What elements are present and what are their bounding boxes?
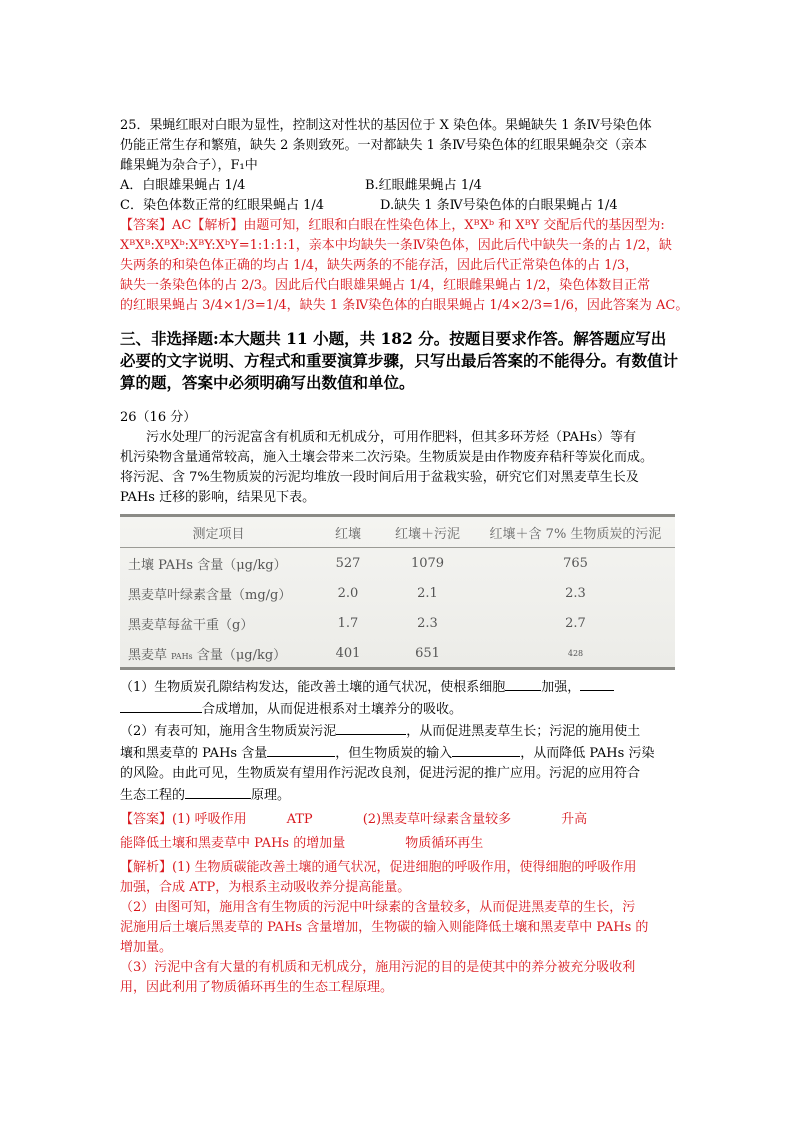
q26-explanation-line7: 用，因此利用了物质循环再生的生态工程原理。 (120, 980, 394, 995)
answer-blank (505, 676, 541, 691)
q25-answer-line4: 缺失一条染色体的占 2/3。因此后代白眼雄果蝇占 1/4，红眼雌果蝇占 1/2，染色体数目正常 (120, 278, 651, 293)
q26-sub2-text: 原理。 (251, 788, 291, 803)
q26-explanation-line1: 【解析】(1) 生物质碳能改善土壤的通气状况，促进细胞的呼吸作用，使得细胞的呼吸作用 (120, 860, 637, 875)
table-cell-value: 2.7 (565, 615, 586, 631)
table-header-red-soil-biochar-sludge: 红壤＋含 7% 生物质炭的污泥 (476, 517, 675, 548)
table-cell-item: 黑麦草每盆干重（g） (128, 617, 254, 633)
q26-answer-line2 (120, 834, 680, 854)
q26-sub1-line2 (120, 698, 680, 720)
table-row (120, 638, 675, 668)
q25-option-a: A．白眼雄果蝇占 1/4 (120, 178, 246, 193)
table-cell-value: 1.7 (337, 615, 359, 631)
table-cell-item (120, 638, 317, 668)
q25-stem-line2: 仍能正常生存和繁殖，缺失 2 条则致死。一对都缺失 1 条Ⅳ号染色体的红眼果蝇杂交（亲本 (120, 138, 648, 153)
q26-sub2-text: ，从而降低 PAHs 污染 (520, 746, 655, 761)
q26-intro-line3: 将污泥、含 7%生物质炭的污泥均堆放一段时间后用于盆栽实验，研究它们对黑麦草生长及 (120, 470, 639, 485)
q26-answer-atp: ATP (286, 812, 313, 827)
q26-sub2-text: ，但生物质炭的输入 (335, 746, 453, 761)
q25-options-row2 (120, 196, 680, 216)
q26-explanation-line4: 泥施用后土壤后黑麦草的 PAHs 含量增加，生物碳的输入则能降低土壤和黑麦草中 PAHs 的 (120, 920, 649, 935)
q25-option-c: C．染色体数正常的红眼果蝇占 1/4 (120, 198, 325, 213)
q26-intro-line4: PAHs 迁移的影响，结果见下表。 (120, 490, 316, 505)
q26-explanation-line2: 加强，合成 ATP，为根系主动吸收养分提高能量。 (120, 880, 411, 895)
table-cell-value: 527 (335, 555, 361, 571)
table-cell-item: 黑麦草叶绿素含量（mg/g） (128, 587, 292, 603)
q25-option-d: D.缺失 1 条Ⅳ号染色体的白眼果蝇占 1/4 (380, 198, 618, 213)
answer-blank (185, 784, 251, 799)
q26-sub2-line4 (120, 784, 680, 806)
q26-answer-1: (1) 呼吸作用 (172, 812, 247, 827)
table-cell-item-part: 含量（μg/kg） (196, 647, 287, 663)
answer-blank (120, 698, 202, 713)
section3-heading: 三、非选择题:本大题共 11 小题，共 182 分。按题目要求作答。解答题应写出必要的文字说明、方程式和重要演算步骤，只写出最后答案的不能得分。有数值计算的题，答案中必须明确写出数值和单位。 (120, 329, 679, 392)
q26-sub2-text: （2）有表可知，施用含生物质炭污泥 (120, 724, 337, 739)
table-header-item: 测定项目 (120, 517, 317, 548)
table-cell-item-part: 黑麦草 (128, 647, 168, 663)
answer-blank (267, 742, 335, 757)
q25-stem-line1: 25．果蝇红眼对白眼为显性，控制这对性状的基因位于 X 染色体。果蝇缺失 1 条Ⅳ号染色体 (120, 118, 652, 133)
exam-page (120, 116, 689, 998)
q25-answer-line2: XᴮXᴮ:XᴮXᵇ:XᴮY:XᵇY=1:1:1:1，亲本中均缺失一条Ⅳ染色体，因此后代中缺失一条的占 1/2，缺 (120, 238, 672, 253)
table-cell-value: 765 (563, 555, 588, 571)
q25-option-b: B.红眼雌果蝇占 1/4 (365, 178, 482, 193)
q26-sub1-line1 (120, 676, 680, 698)
table-row (120, 608, 675, 638)
q26-sub2-text: 生态工程的 (120, 788, 186, 803)
q26-sub2-line3: 的风险。由此可见，生物质炭有望用作污泥改良剂，促进污泥的推广应用。污泥的应用符合 (120, 766, 641, 781)
q26-sub1-text: 加强， (541, 680, 581, 695)
table-cell-value: 2.0 (337, 585, 359, 601)
q25-answer-line1: 【答案】AC【解析】由题可知，红眼和白眼在性染色体上，XᴮXᵇ 和 XᴮY 交配后代的基因型为: (120, 218, 665, 233)
table-header-red-soil-sludge: 红壤＋污泥 (379, 517, 476, 548)
table-header-red-soil: 红壤 (317, 517, 379, 548)
q26-answer-line1 (120, 810, 680, 830)
q26-explanation-line3: （2）由图可知，施用含有生物质的污泥中叶绿素的含量较多，从而促进黑麦草的生长，污 (120, 900, 636, 915)
q26-data-table-image (120, 514, 675, 670)
table-row (120, 548, 675, 579)
table-cell-value: 428 (567, 648, 584, 658)
q26-sub1-text: 合成增加，从而促进根系对土壤养分的吸收。 (202, 702, 463, 717)
q26-header: 26（16 分） (120, 410, 197, 425)
q25-stem-line3: 雌果蝇为杂合子），F₁中 (120, 158, 258, 173)
table-cell-value: 1079 (410, 555, 445, 571)
table-cell-item-part: PAHs (171, 651, 193, 661)
answer-blank (452, 742, 520, 757)
q26-sub2-line1 (120, 720, 680, 742)
q26-answer-3: 能降低土壤和黑麦草中 PAHs 的增加量 (120, 836, 346, 851)
q25-answer-line5: 的红眼果蝇占 3/4×1/3=1/4，缺失 1 条Ⅳ染色体的白眼果蝇占 1/4×2/3=1/6，因此答案为 AC。 (120, 298, 689, 313)
table-cell-value: 2.3 (565, 585, 586, 601)
q26-intro-line1: 污水处理厂的污泥富含有机质和无机成分，可用作肥料，但其多环芳烃（PAHs）等有 (146, 430, 636, 445)
table-cell-value: 401 (335, 645, 361, 661)
table-cell-value: 651 (415, 645, 440, 661)
q26-answer-label: 【答案】 (120, 812, 173, 827)
answer-blank (336, 720, 406, 735)
q26-explanation-line5: 增加量。 (120, 940, 173, 955)
q26-sub2-line2 (120, 742, 680, 764)
q26-intro-line2: 机污染物含量通常较高，施入土壤会带来二次污染。生物质炭是由作物废弃秸秆等炭化而成。 (120, 450, 654, 465)
q26-sub1-text: （1）生物质炭孔隙结构发达，能改善土壤的通气状况，使根系细胞 (120, 680, 506, 695)
table-row (120, 578, 675, 608)
table-cell-value: 2.1 (417, 585, 438, 601)
q25-options-row1 (120, 176, 680, 196)
q26-explanation-line6: （3）污泥中含有大量的有机质和无机成分，施用污泥的目的是使其中的养分被充分吸收利 (120, 960, 636, 975)
q26-sub2-text: ，从而促进黑麦草生长；污泥的施用使土 (406, 724, 641, 739)
answer-blank (580, 676, 614, 691)
q25-answer-line3: 失两条的和染色体正确的均占 1/4，缺失两条的不能存活，因此后代正常染色体的占 1/3， (120, 258, 639, 273)
q26-answer-rise: 升高 (561, 812, 588, 827)
table-cell-item: 土壤 PAHs 含量（μg/kg） (128, 557, 287, 573)
q26-answer-4: 物质循环再生 (405, 836, 484, 851)
q26-answer-2: (2)黑麦草叶绿素含量较多 (362, 812, 512, 827)
q26-data-table (120, 517, 675, 668)
q26-sub2-text: 壤和黑麦草的 PAHs 含量 (120, 746, 268, 761)
table-cell-value: 2.3 (417, 615, 438, 631)
